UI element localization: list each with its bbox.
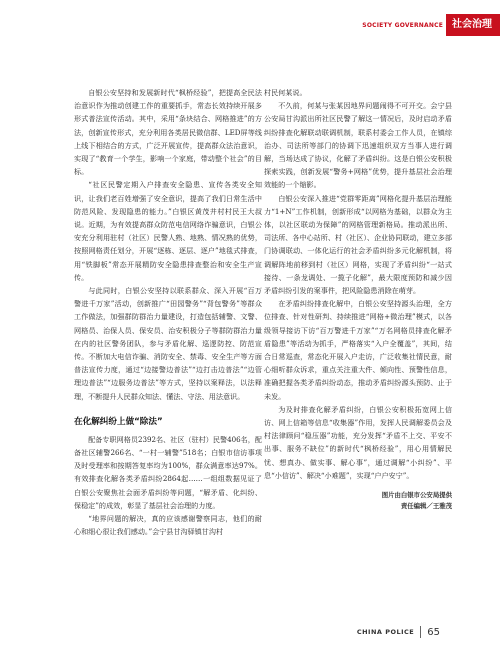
section-header bbox=[362, 14, 500, 36]
photo-credit bbox=[264, 490, 452, 512]
left-column bbox=[74, 86, 262, 539]
body-paragraph-continued: 村民何某说。 bbox=[264, 88, 307, 97]
body-paragraph: 不久前，何某与张某因地界问题闹得不可开交。会宁县公安局甘沟派出所社区民警了解这一情况后，及时启动矛盾纠纷排查化解联动联调机制，联系村委会工作人员，在镇综治办、司法所等部门的协调下迅速组织双方当事人进行调解，当场达成了协议，化解了矛盾纠纷。这是白银公安积极探索实践，创新发展“警务+网格”优势，提升基层社会治理效能的一个缩影。 bbox=[264, 101, 452, 190]
photo-credit-line: 图片由白银市公安局提供 bbox=[381, 491, 452, 500]
section-subheading: 在化解纠纷上做“除法” bbox=[74, 416, 163, 427]
body-paragraph: 自银公安坚持和发展新时代“枫桥经验”，把提高全民法治意识作为推动创建工作的重要抓手，常态长效持续开展多形式普法宣传活动。其中，采用“条块结合、网格推进”的方法，创新宣传形式，充分利用各类居民微信群、LED屏等线上线下相结合的方式，广泛开展宣传，提高群众法治意识，实现了“教育一个学生，影响一个家庭，带动整个社会”的目标。 bbox=[74, 88, 262, 177]
body-paragraph: “社区民警定期入户排查安全隐患、宣传各类安全知识，让我们老百姓增强了安全意识，提高了我们日常生活中防范风险、发现隐患的能力。”白银区黄茂井村村民王大叔说。近期，为有效提高群众防范电信网络诈骗意识，白银公安充分利用驻村（社区）民警人熟、地熟、情况熟的优势，按照网格责任划分，开展“逐栋、逐层、逐户”地毯式排查，用“铁脚板”常态开展精防安全隐患排查整治和安全生产宣传。 bbox=[74, 180, 262, 282]
editor-credit-line: 责任编辑／王雅茂 bbox=[400, 502, 452, 511]
section-name-english: SOCIETY GOVERNANCE bbox=[362, 21, 443, 29]
body-paragraph: 与此同时，白银公安坚持以联系群众、深入开展“百万警进千万家”活动，创新推广“田园警务”“背包警务”等群众工作做法，加强群防群治力量建设，打造包括辅警、文警、网格员、治保人员、保安员、治安积极分子等群防群治力量在内的社区警务团队，参与矛盾化解、巡逻防控、防范宣传。不断加大电信诈骗、消防安全、禁毒、安全生产等方面普法宣传力度，通过“边接警边普法”“边打击边普法”“边管理边普法”“边服务边普法”等方式，坚持以案释法，以法释理，不断提升人民群众知法、懂法、守法、用法意识。 bbox=[74, 286, 262, 401]
section-tag: 社会治理 bbox=[446, 14, 500, 36]
footer-divider bbox=[420, 626, 421, 638]
body-paragraph: 在矛盾纠纷排查化解中，白银公安坚持源头治理，全方位排查、针对性研判、持续推进“网格+微治理”模式，以各级领导接访下访“百万警进千万家”“万名网格员排查化解矛盾隐患”等活动为抓手，严格落实“入户全覆盖”，其间，结合日常巡查，常态化开展入户走访，广泛收集社情民意，耐心细听群众诉求，重点关注重大件、倾向性、预警性信息，准确把握各类矛盾纠纷动态，推动矛盾纠纷源头预防、止于未发。 bbox=[264, 299, 452, 401]
magazine-brand: CHINA POLICE bbox=[356, 628, 415, 636]
body-paragraph: “地界问题的解决，真的应该感谢警察同志，他们的耐心和细心很让我们感动。”会宁县甘沟驿镇甘沟村 bbox=[74, 514, 262, 537]
page-footer bbox=[357, 626, 440, 638]
page-number: 65 bbox=[427, 626, 440, 638]
body-paragraph: 为及时排查化解矛盾纠纷，白银公安积极拓宽网上信访、网上信箱等信息“收集器”作用，发挥人民调解委员会及村法律顾问“稳压器”功能，充分发挥“矛盾不上交、平安不出事、服务不缺位”的新时代“枫桥经验”，用心用情解民忧、想真办、做实事、解心事”，通过调解“小纠纷”、平息“小信访”、解决“小难题”，实现“户户安宁”。 bbox=[264, 404, 452, 480]
right-column bbox=[264, 86, 452, 512]
body-paragraph: 配备专职网格员2392名、社区（驻村）民警406名，配备社区辅警266名、“一村一辅警”518名；白银市信访事项及时受理率和按期答复率均为100%，群众满意率达97%。有效排查化解各类矛盾纠纷2864起……一组组数据见证了白银公安聚焦社会面矛盾纠纷等问题，“解矛盾、化纠纷、保稳定”的成效，彰显了基层社会治理的力度。 bbox=[74, 434, 262, 510]
body-paragraph: 白银公安深入推进“党群零距离”网格化提升基层治理能力“1+N”工作机制，创新形成“以网格为基础，以群众为主体，以社区联动为保障”的网格管理新格局。推动派出所、司法所、各中心站所、村（社区）、企业协同联动，建立多部门协调联动、一体化运行的社会矛盾纠纷多元化解机制，将调解阵地前移到村（社区）网格，实现了矛盾纠纷“一站式接待、一条龙调处、一揽子化解”，最大限度预防和减少因矛盾纠纷引发的案事件，把风险隐患消除在萌芽。 bbox=[264, 193, 452, 296]
